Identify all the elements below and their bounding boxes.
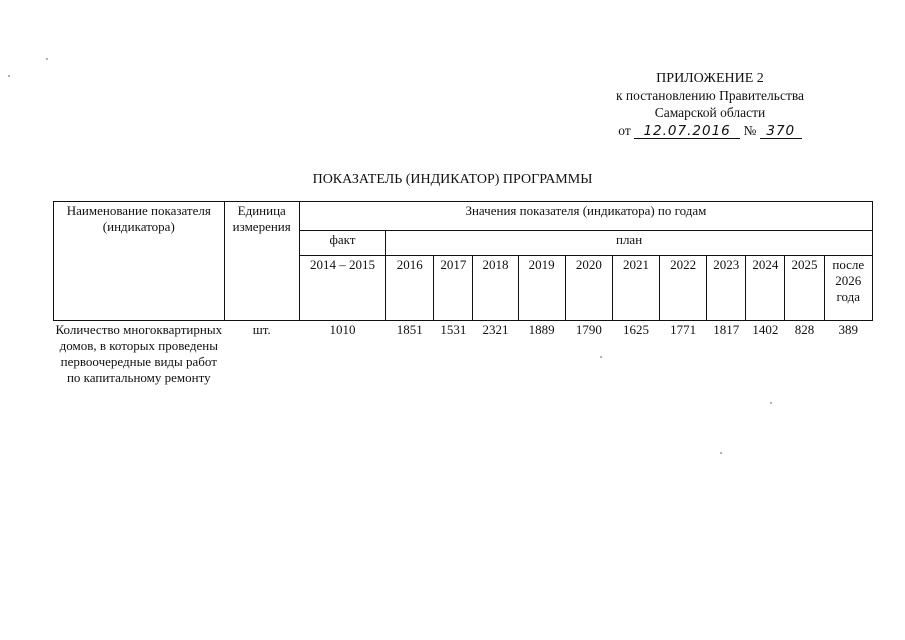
value-cell: 1817	[713, 322, 740, 337]
value-cell: 828	[794, 322, 815, 337]
value-cell: 1010	[329, 322, 356, 337]
appendix-date-line	[590, 122, 830, 139]
year-header: 2016	[386, 256, 434, 321]
year-header: 2020	[565, 256, 612, 321]
year-header: 2018	[473, 256, 518, 321]
table-row	[54, 321, 873, 388]
header-plan: план	[386, 231, 873, 256]
header-unit: Единица измерения	[224, 202, 299, 321]
appendix-line-1: к постановлению Правительства	[615, 88, 805, 103]
value-cell: 1889	[528, 322, 555, 337]
header-values-by-year: Значения показателя (индикатора) по годам	[299, 202, 872, 231]
value-cell: 1402	[752, 322, 779, 337]
scan-speck	[8, 75, 10, 77]
scan-speck	[600, 356, 602, 358]
year-header: 2019	[518, 256, 565, 321]
value-cell: 1531	[440, 322, 467, 337]
value-cell: 1851	[396, 322, 423, 337]
year-header: 2017	[434, 256, 473, 321]
value-cell: 1625	[622, 322, 649, 337]
appendix-block	[590, 70, 830, 139]
year-header: 2022	[660, 256, 707, 321]
header-fact: факт	[299, 231, 385, 256]
unit-cell: шт.	[252, 322, 271, 337]
year-header: 2024	[746, 256, 785, 321]
indicator-table	[53, 201, 873, 387]
year-header: 2025	[785, 256, 824, 321]
year-header-after-2026: после 2026 года	[824, 256, 872, 321]
handwritten-date: 12.07.2016	[634, 124, 740, 139]
document-title: ПОКАЗАТЕЛЬ (ИНДИКАТОР) ПРОГРАММЫ	[312, 172, 593, 187]
value-cell: 389	[838, 322, 859, 337]
handwritten-number: 370	[760, 124, 802, 139]
appendix-title: ПРИЛОЖЕНИЕ 2	[656, 71, 764, 86]
scan-speck	[720, 452, 722, 454]
appendix-line-2: Самарской области	[654, 105, 766, 120]
header-indicator-name: Наименование показателя (индикатора)	[54, 202, 225, 321]
value-cell: 1771	[670, 322, 697, 337]
scan-speck	[770, 402, 772, 404]
number-prefix: №	[743, 123, 757, 138]
scan-speck	[46, 58, 48, 60]
value-cell: 1790	[575, 322, 602, 337]
year-header: 2023	[707, 256, 746, 321]
value-cell: 2321	[482, 322, 509, 337]
date-prefix: от	[618, 123, 631, 138]
indicator-name-cell: Количество многоквартирных домов, в которых проведены первоочередные виды работ по капитальному ремонту	[55, 322, 223, 385]
year-header: 2021	[612, 256, 659, 321]
year-header: 2014 – 2015	[299, 256, 385, 321]
